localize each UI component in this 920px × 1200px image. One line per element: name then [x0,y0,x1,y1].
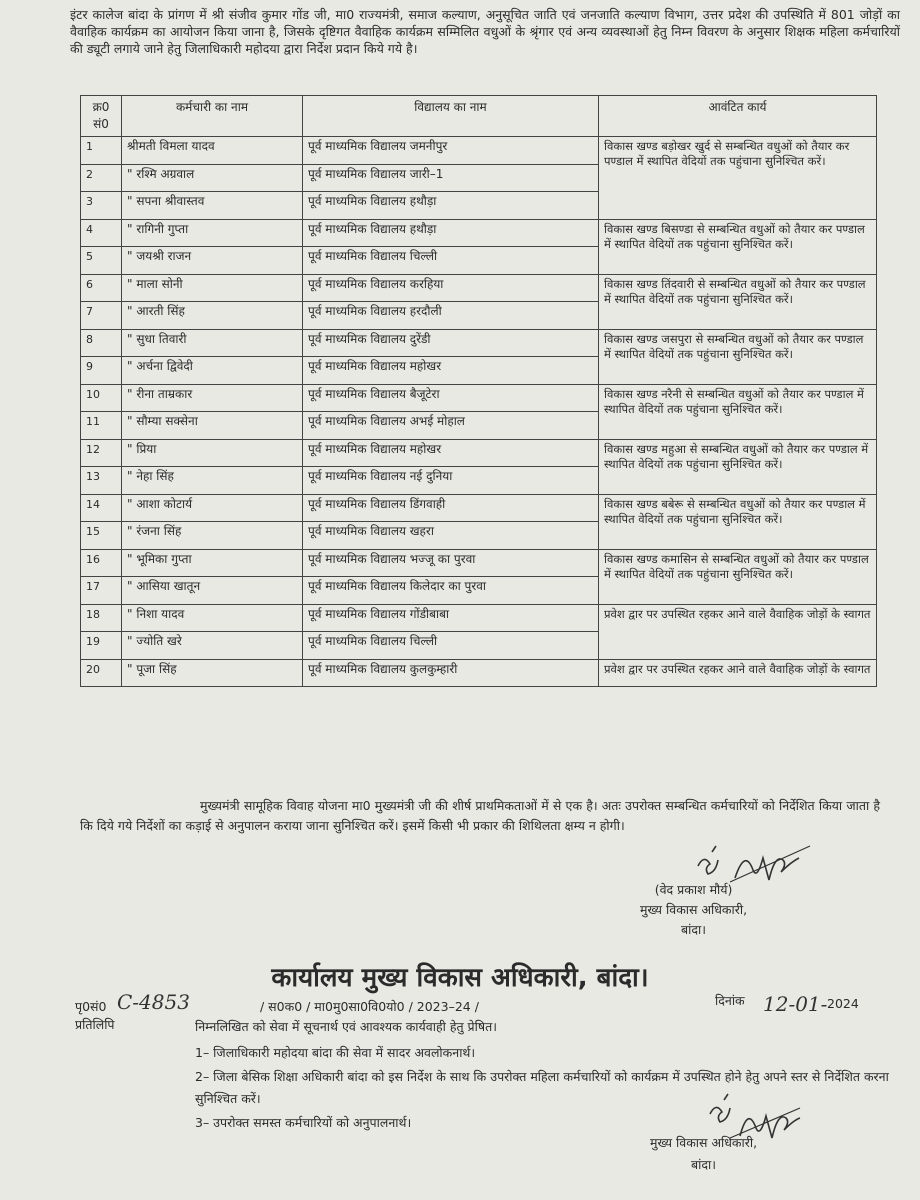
serial-cell: 6 [81,274,122,302]
school-name-cell: पूर्व माध्यमिक विद्यालय जमनीपुर [303,137,599,165]
signatory-place: बांदा। [681,922,707,937]
school-name-cell: पूर्व माध्यमिक विद्यालय चिल्ली [303,632,599,660]
signature-block-1 [640,880,747,940]
school-name-cell: पूर्व माध्यमिक विद्यालय बैजूटेरा [303,384,599,412]
school-name-cell: पूर्व माध्यमिक विद्यालय हथौड़ा [303,192,599,220]
serial-cell: 13 [81,467,122,495]
assigned-duty-cell: प्रवेश द्वार पर उपस्थित रहकर आने वाले वैवाहिक जोड़ों के स्वागत [599,659,877,687]
school-name-cell: पूर्व माध्यमिक विद्यालय चिल्ली [303,247,599,275]
serial-cell: 18 [81,604,122,632]
serial-cell: 19 [81,632,122,660]
employee-name-cell: " रंजना सिंह [122,522,303,550]
school-name-cell: पूर्व माध्यमिक विद्यालय कुलकुम्हारी [303,659,599,687]
school-name-cell: पूर्व माध्यमिक विद्यालय गोंडीबाबा [303,604,599,632]
school-name-cell: पूर्व माध्यमिक विद्यालय करहिया [303,274,599,302]
copy-item-1: 1– जिलाधिकारी महोदया बांदा की सेवा में सादर अवलोकनार्थ। [195,1045,476,1060]
employee-name-cell: " सौम्या सक्सेना [122,412,303,440]
serial-cell: 20 [81,659,122,687]
assigned-duty-cell: विकास खण्ड नरैनी से सम्बन्धित वधुओं को तैयार कर पण्डाल में स्थापित वेदियों तक पहुंचाना सुनिश्चित करें। [599,384,877,439]
intro-paragraph: इंटर कालेज बांदा के प्रांगण में श्री संजीव कुमार गोंड जी, मा0 राज्यमंत्री, समाज कल्याण, अनुसूचित जाति एवं जनजाति कल्याण विभाग, उत्तर प्रदेश की उपस्थिति में 801 जोड़ों का वैवाहिक कार्यक्रम का आयोजन किया जाना है, जिसके दृष्टिगत वैवाहिक कार्यक्रम सम्मिलित वधुओं के श्रृंगार एवं अन्य व्यवस्थाओं हेतु निम्न विवरण के अनुसार शिक्षक महिला कर्मचारियों की ड्यूटी लगाये जाने हेतु जिलाधिकारी महोदया द्वारा निर्देश प्रदान किये गये है। [70,7,900,56]
employee-name-cell: " आरती सिंह [122,302,303,330]
serial-cell: 9 [81,357,122,385]
reference-number: C-4853 [117,990,190,1014]
closing-paragraph [80,796,880,836]
assigned-duty-cell: विकास खण्ड तिंदवारी से सम्बन्धित वधुओं को तैयार कर पण्डाल में स्थापित वेदियों तक पहुंचाना सुनिश्चित करें। [599,274,877,329]
employee-name-cell: " आशा कोटार्य [122,494,303,522]
date-year: 2024 [827,996,859,1011]
employee-name-cell: " सुधा तिवारी [122,329,303,357]
school-name-cell: पूर्व माध्यमिक विद्यालय जारी–1 [303,164,599,192]
serial-cell: 12 [81,439,122,467]
reference-line [75,990,865,1016]
serial-cell: 10 [81,384,122,412]
school-name-cell: पूर्व माध्यमिक विद्यालय भज्जू का पुरवा [303,549,599,577]
table-row [81,659,877,687]
school-name-cell: पूर्व माध्यमिक विद्यालय नई दुनिया [303,467,599,495]
employee-name-cell: " निशा यादव [122,604,303,632]
table-row [81,384,877,412]
school-name-cell: पूर्व माध्यमिक विद्यालय डिंगवाही [303,494,599,522]
office-heading: कार्यालय मुख्य विकास अधिकारी, बांदा। [271,963,649,993]
header-school-name: विद्यालय का नाम [303,96,599,137]
table-row [81,549,877,577]
copy-label: प्रतिलिपि [75,1017,115,1032]
employee-name-cell: " माला सोनी [122,274,303,302]
assigned-duty-cell: विकास खण्ड जसपुरा से सम्बन्धित वधुओं को तैयार कर पण्डाल में स्थापित वेदियों तक पहुंचाना सुनिश्चित करें। [599,329,877,384]
school-name-cell: पूर्व माध्यमिक विद्यालय महोखर [303,439,599,467]
copy-item-3: 3– उपरोक्त समस्त कर्मचारियों को अनुपालनार्थ। [195,1115,412,1130]
serial-cell: 3 [81,192,122,220]
serial-cell: 1 [81,137,122,165]
serial-cell: 7 [81,302,122,330]
date-label: दिनांक [715,993,745,1008]
table-row [81,274,877,302]
employee-name-cell: " भूमिका गुप्ता [122,549,303,577]
table-header-row [81,96,877,137]
header-employee-name: कर्मचारी का नाम [122,96,303,137]
employee-name-cell: " जयश्री राजन [122,247,303,275]
table-row [81,137,877,165]
assigned-duty-cell: विकास खण्ड महुआ से सम्बन्धित वधुओं को तैयार कर पण्डाल में स्थापित वेदियों तक पहुंचाना सुनिश्चित करें। [599,439,877,494]
serial-cell: 4 [81,219,122,247]
reference-code: / स0क0 / मा0मु0सा0वि0यो0 / 2023–24 / [260,999,479,1014]
employee-name-cell: " अर्चना द्विवेदी [122,357,303,385]
reference-label: पृ0सं0 [75,999,107,1014]
employee-name-cell: श्रीमती विमला यादव [122,137,303,165]
date-handwritten: 12-01- [763,992,828,1016]
signatory-2-designation: मुख्य विकास अधिकारी, [650,1135,758,1150]
school-name-cell: पूर्व माध्यमिक विद्यालय अभई मोहाल [303,412,599,440]
table-body [81,137,877,687]
serial-cell: 11 [81,412,122,440]
employee-name-cell: " आसिया खातून [122,577,303,605]
employee-name-cell: " पूजा सिंह [122,659,303,687]
signatory-2-place: बांदा। [691,1157,717,1172]
employee-name-cell: " रीना ताम्रकार [122,384,303,412]
school-name-cell: पूर्व माध्यमिक विद्यालय खहरा [303,522,599,550]
table-row [81,439,877,467]
serial-cell: 14 [81,494,122,522]
table-row [81,329,877,357]
duty-table [80,95,877,687]
school-name-cell: पूर्व माध्यमिक विद्यालय महोखर [303,357,599,385]
table-row [81,494,877,522]
employee-name-cell: " रागिनी गुप्ता [122,219,303,247]
employee-name-cell: " प्रिया [122,439,303,467]
assigned-duty-cell: विकास खण्ड कमासिन से सम्बन्धित वधुओं को तैयार कर पण्डाल में स्थापित वेदियों तक पहुंचाना सुनिश्चित करें। [599,549,877,604]
table-row [81,219,877,247]
school-name-cell: पूर्व माध्यमिक विद्यालय दुरेंडी [303,329,599,357]
copy-heading: निम्नलिखित को सेवा में सूचनार्थ एवं आवश्यक कार्यवाही हेतु प्रेषित। [195,1019,497,1034]
serial-cell: 15 [81,522,122,550]
table-row [81,604,877,632]
employee-name-cell: " ज्योति खरे [122,632,303,660]
header-assigned-duty: आवंटित कार्य [599,96,877,137]
school-name-cell: पूर्व माध्यमिक विद्यालय किलेदार का पुरवा [303,577,599,605]
serial-cell: 5 [81,247,122,275]
school-name-cell: पूर्व माध्यमिक विद्यालय हथौड़ा [303,219,599,247]
serial-cell: 8 [81,329,122,357]
closing-text: मुख्यमंत्री सामूहिक विवाह योजना मा0 मुख्यमंत्री जी की शीर्ष प्राथमिकताओं में से एक है। अतः उपरोक्त सम्बन्धित कर्मचारियों को निर्देशित किया जाता है कि दिये गये निर्देशों का कड़ाई से अनुपालन कराया जाना सुनिश्चित करें। इसमें किसी भी प्रकार की शिथिलता क्षम्य न होगी। [80,798,880,833]
employee-name-cell: " रश्मि अग्रवाल [122,164,303,192]
serial-cell: 16 [81,549,122,577]
assigned-duty-cell: विकास खण्ड बबेरू से सम्बन्धित वधुओं को तैयार कर पण्डाल में स्थापित वेदियों तक पहुंचाना सुनिश्चित करें। [599,494,877,549]
header-serial: क्र0 सं0 [81,96,122,137]
assigned-duty-cell: विकास खण्ड बड़ोखर खुर्द से सम्बन्धित वधुओं को तैयार कर पण्डाल में स्थापित वेदियों तक पहुंचाना सुनिश्चित करें। [599,137,877,220]
serial-cell: 2 [81,164,122,192]
assigned-duty-cell: प्रवेश द्वार पर उपस्थित रहकर आने वाले वैवाहिक जोड़ों के स्वागत [599,604,877,659]
serial-cell: 17 [81,577,122,605]
employee-name-cell: " सपना श्रीवास्तव [122,192,303,220]
signature-block-2 [650,1132,757,1176]
copy-item-2: 2– जिला बेसिक शिक्षा अधिकारी बांदा को इस निर्देश के साथ कि उपरोक्त महिला कर्मचारियों को कार्यक्रम में उपस्थित होने हेतु अपने स्तर से निर्देशित करना सुनिश्चित करें। [195,1069,889,1106]
employee-name-cell: " नेहा सिंह [122,467,303,495]
assigned-duty-cell: विकास खण्ड बिसण्डा से सम्बन्धित वधुओं को तैयार कर पण्डाल में स्थापित वेदियों तक पहुंचाना सुनिश्चित करें। [599,219,877,274]
signatory-name: (वेद प्रकाश मौर्य) [654,882,733,897]
signatory-designation: मुख्य विकास अधिकारी, [640,902,748,917]
school-name-cell: पूर्व माध्यमिक विद्यालय हरदौली [303,302,599,330]
